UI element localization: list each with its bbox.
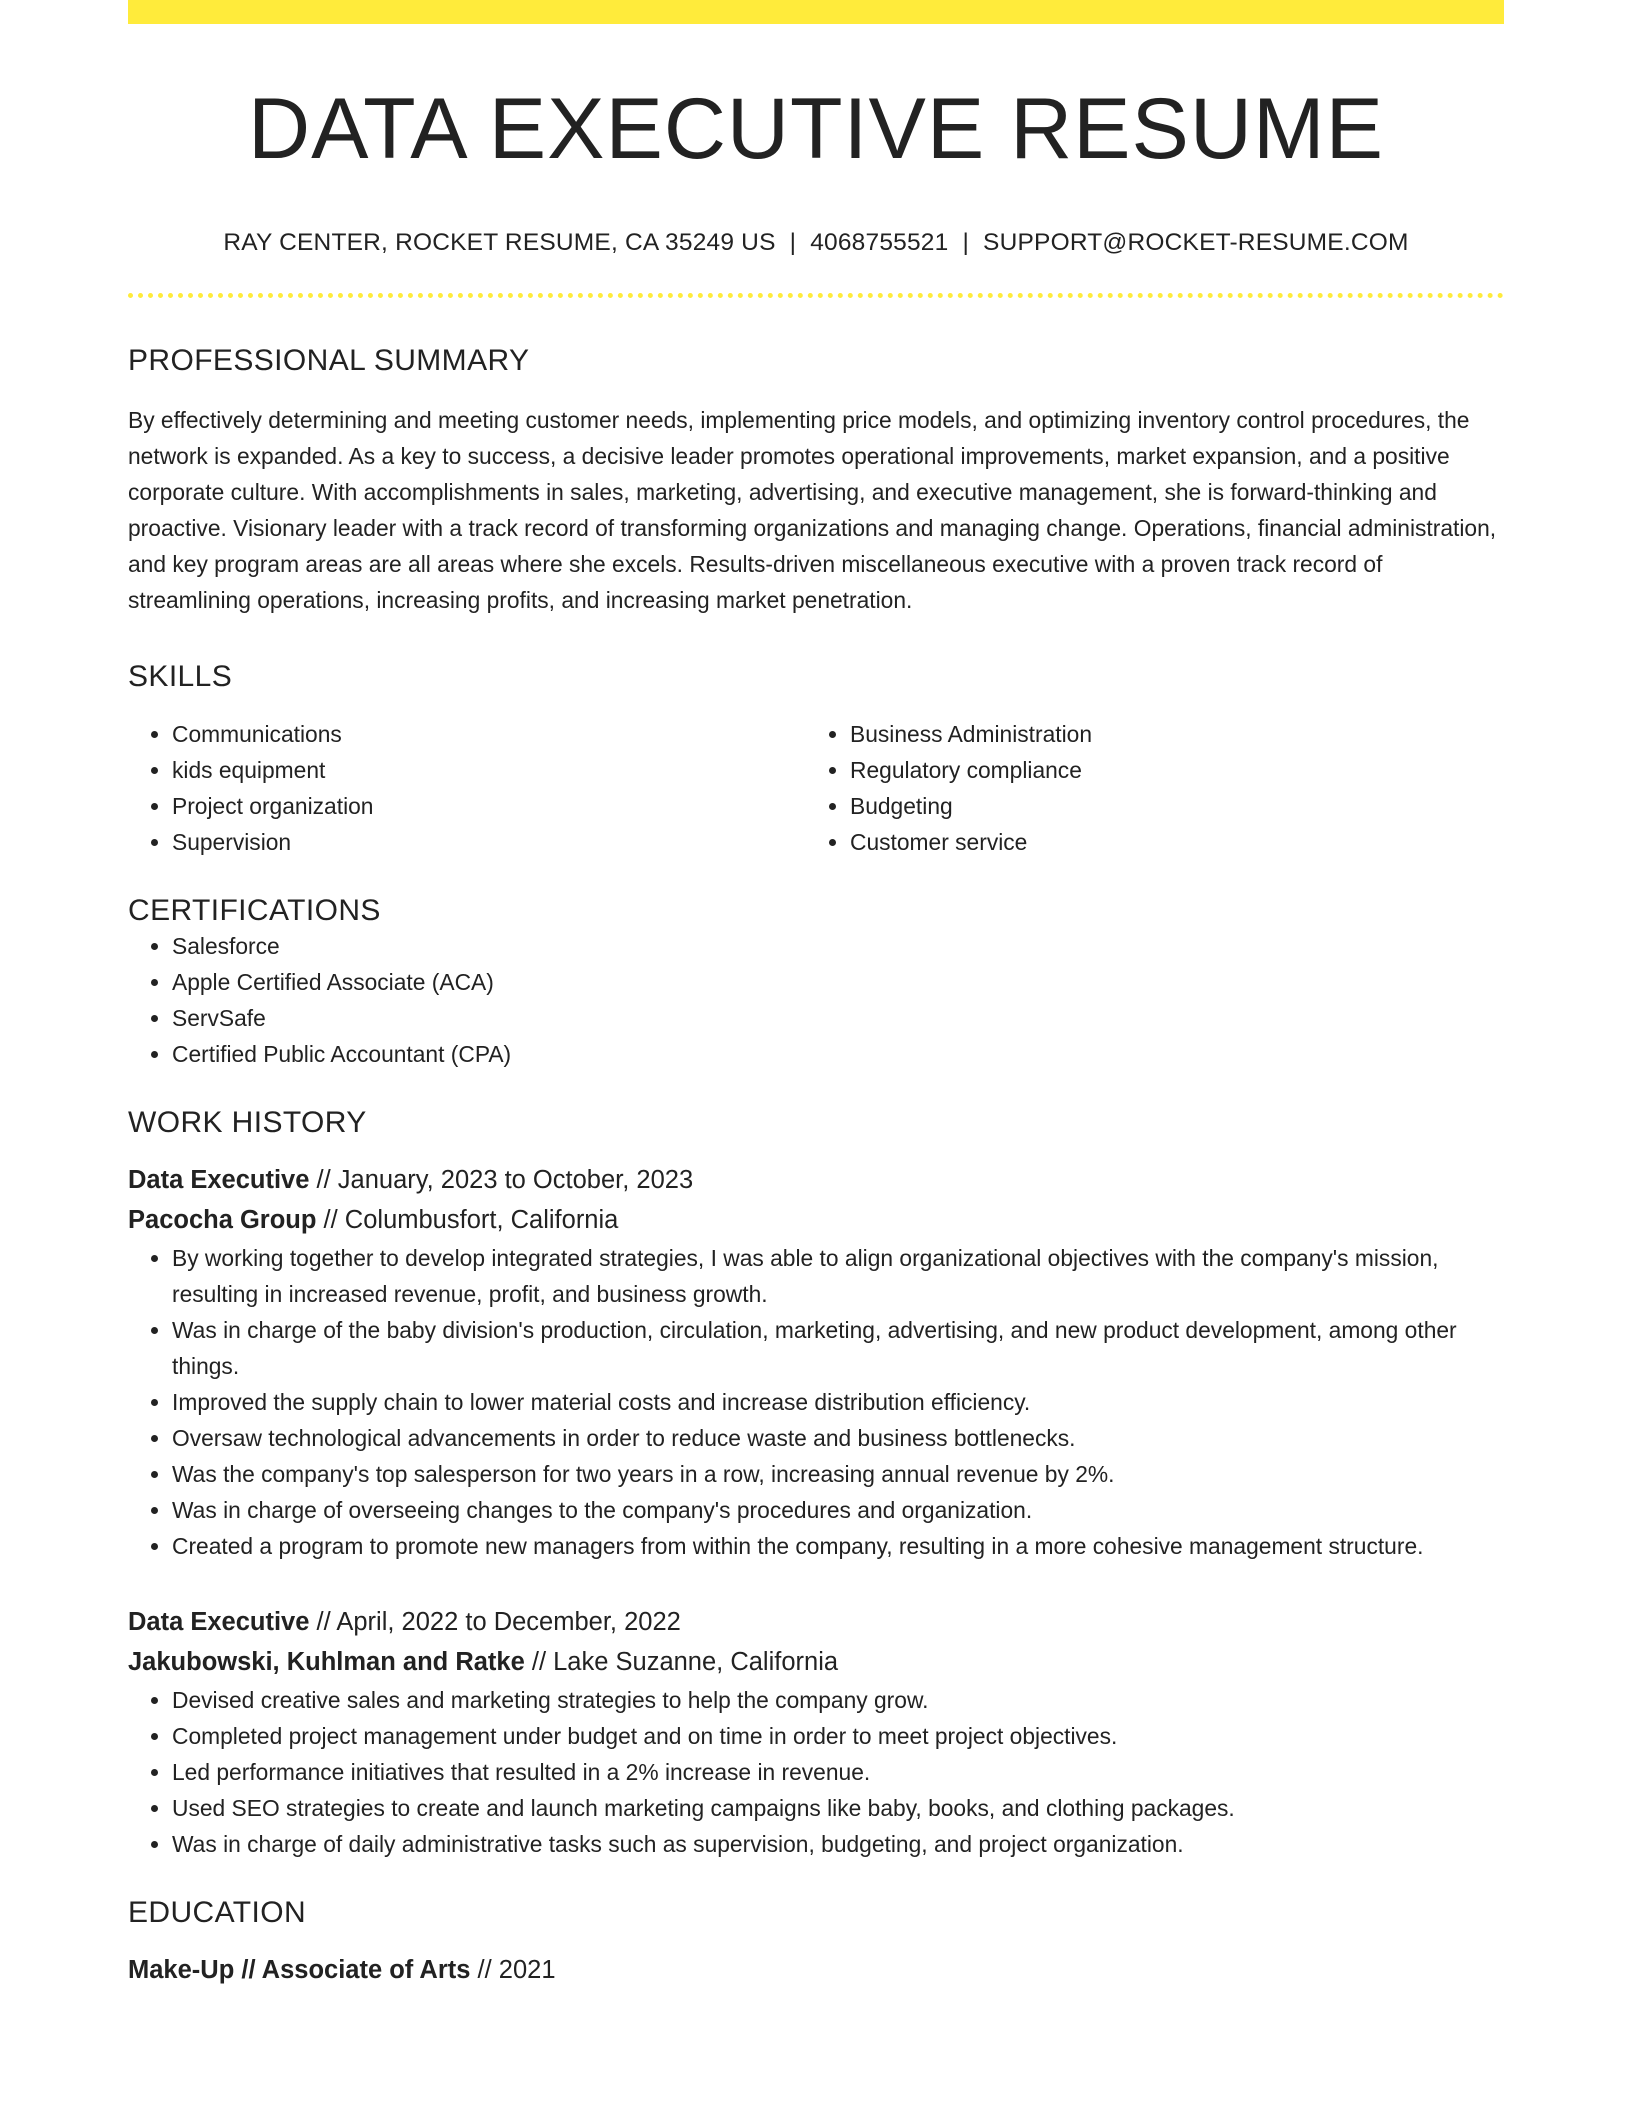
job-duty-item: • Led performance initiatives that resulted in a 2% increase in revenue. <box>172 1754 1504 1790</box>
skills-heading: SKILLS <box>128 659 233 693</box>
work-history-heading: WORK HISTORY <box>128 1105 367 1139</box>
job-company: Jakubowski, Kuhlman and Ratke <box>128 1647 525 1676</box>
job-title-line <box>128 1160 1504 1200</box>
skill-item: • Business Administration <box>850 716 1484 752</box>
job-duty-item: • Was in charge of daily administrative tasks such as supervision, budgeting, and project organization. <box>172 1826 1504 1862</box>
job-duties-list <box>128 1240 1504 1564</box>
resume-title: DATA EXECUTIVE RESUME <box>247 81 1385 177</box>
skill-item: • Project organization <box>172 788 806 824</box>
job-duty-item: • Was in charge of the baby division's production, circulation, marketing, advertising, and new product development, among other things. <box>172 1312 1504 1384</box>
job-duty-item: • Completed project management under budget and on time in order to meet project objectives. <box>172 1718 1504 1754</box>
job-entry <box>128 1602 1504 1862</box>
certification-item: • Apple Certified Associate (ACA) <box>172 964 1504 1000</box>
education-entry <box>128 1950 1504 1990</box>
separator: | <box>962 228 970 256</box>
certifications-list <box>128 928 1504 1072</box>
job-duty-item: • Was in charge of overseeing changes to the company's procedures and organization. <box>172 1492 1504 1528</box>
skill-item: • Budgeting <box>850 788 1484 824</box>
job-duty-item: • Improved the supply chain to lower material costs and increase distribution efficiency. <box>172 1384 1504 1420</box>
job-duty-item: • Devised creative sales and marketing strategies to help the company grow. <box>172 1682 1504 1718</box>
skill-item: • Customer service <box>850 824 1484 860</box>
top-accent-bar <box>128 0 1504 24</box>
skill-item: • Communications <box>172 716 806 752</box>
certification-item: • ServSafe <box>172 1000 1504 1036</box>
job-location: // Columbusfort, California <box>316 1205 619 1234</box>
skills-grid <box>128 716 1504 860</box>
education-year: // 2021 <box>470 1955 556 1984</box>
job-dates: // January, 2023 to October, 2023 <box>309 1165 694 1194</box>
dotted-divider <box>128 293 1504 298</box>
skill-item: • kids equipment <box>172 752 806 788</box>
skill-item: • Regulatory compliance <box>850 752 1484 788</box>
separator: | <box>789 228 797 256</box>
job-duty-item: • Was the company's top salesperson for two years in a row, increasing annual revenue by 2%. <box>172 1456 1504 1492</box>
job-location: // Lake Suzanne, California <box>524 1647 839 1676</box>
certifications-heading: CERTIFICATIONS <box>128 893 381 927</box>
certification-item: • Certified Public Accountant (CPA) <box>172 1036 1504 1072</box>
email-text: SUPPORT@ROCKET-RESUME.COM <box>983 228 1409 256</box>
education-heading: EDUCATION <box>128 1895 307 1929</box>
job-company-line <box>128 1642 1504 1682</box>
certification-item: • Salesforce <box>172 928 1504 964</box>
summary-heading: PROFESSIONAL SUMMARY <box>128 343 530 377</box>
job-duty-item: • Used SEO strategies to create and launch marketing campaigns like baby, books, and clothing packages. <box>172 1790 1504 1826</box>
job-company-line <box>128 1200 1504 1240</box>
address-text: RAY CENTER, ROCKET RESUME, CA 35249 US <box>223 228 776 256</box>
job-duty-item: • By working together to develop integrated strategies, I was able to align organizational objectives with the company's mission, resulting in increased revenue, profit, and business growth. <box>172 1240 1504 1312</box>
skills-column-left <box>128 716 806 860</box>
job-duty-item: • Created a program to promote new managers from within the company, resulting in a more cohesive management structure. <box>172 1528 1504 1564</box>
skills-column-right <box>806 716 1484 860</box>
resume-page <box>128 0 1504 1990</box>
job-dates: // April, 2022 to December, 2022 <box>309 1607 681 1636</box>
contact-line <box>128 229 1504 257</box>
job-duty-item: • Oversaw technological advancements in order to reduce waste and business bottlenecks. <box>172 1420 1504 1456</box>
education-degree: Make-Up // Associate of Arts <box>128 1955 471 1984</box>
skill-item: • Supervision <box>172 824 806 860</box>
job-entry <box>128 1160 1504 1564</box>
job-company: Pacocha Group <box>128 1205 317 1234</box>
phone-text: 4068755521 <box>810 228 949 256</box>
job-title-line <box>128 1602 1504 1642</box>
summary-paragraph: By effectively determining and meeting customer needs, implementing price models, and optimizing inventory control procedures, the network is expanded. As a key to success, a decisive leader promotes operational improvements, market expansion, and a positive corporate culture. With accomplishments in sales, marketing, advertising, and executive management, she is forward-thinking and proactive. Visionary leader with a track record of transforming organizations and managing change. Operations, financial administration, and key program areas are all areas where she excels. Results-driven miscellaneous executive with a proven track record of streamlining operations, increasing profits, and increasing market penetration. <box>128 406 1497 613</box>
job-duties-list <box>128 1682 1504 1862</box>
job-role: Data Executive <box>128 1165 310 1194</box>
job-role: Data Executive <box>128 1607 310 1636</box>
